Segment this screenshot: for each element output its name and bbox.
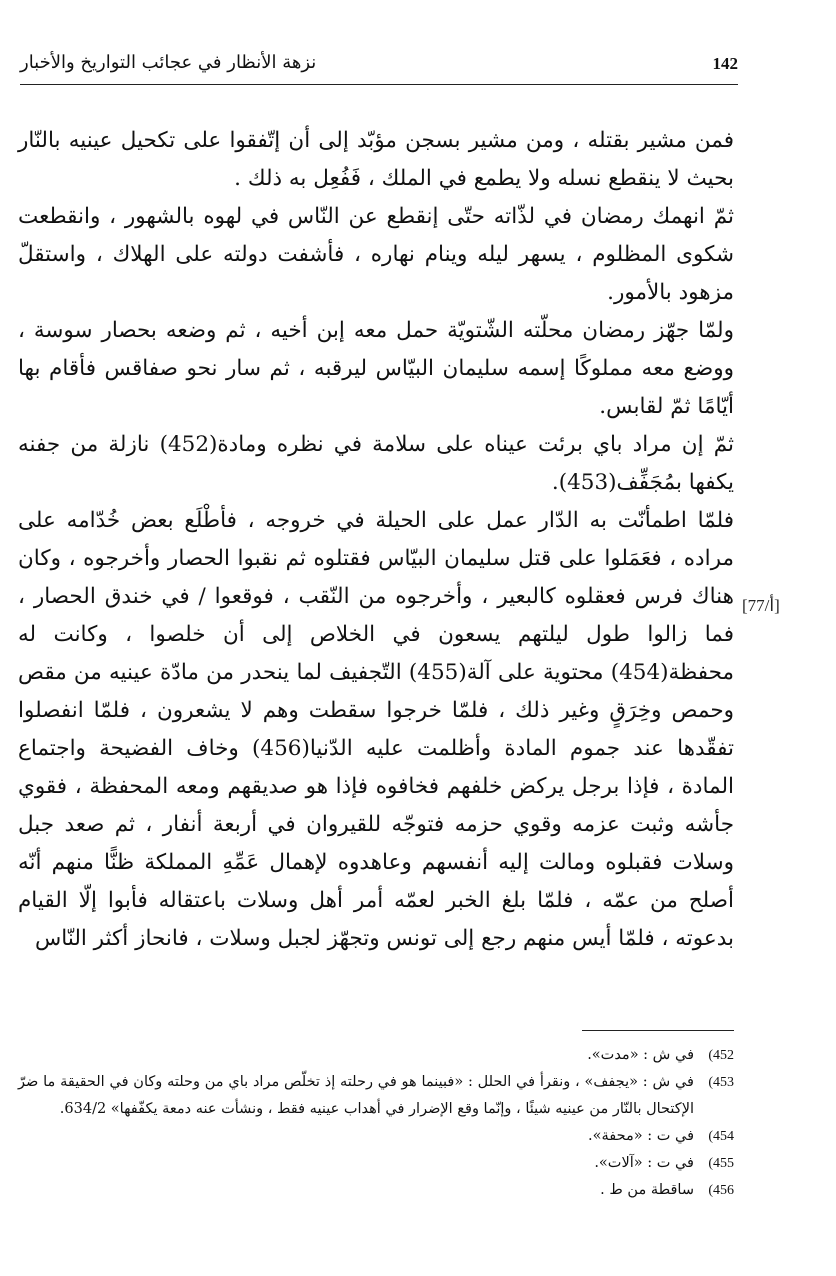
folio-margin-note: [77/أ] [742,596,780,615]
footnote [18,1177,734,1204]
footnote-divider [582,1030,734,1031]
page-number: 142 [712,54,738,73]
footnote-number: 452) [708,1048,734,1063]
footnote [18,1123,734,1150]
footnote-number: 454) [708,1129,734,1144]
main-text [18,122,734,958]
footnote-number: 456) [708,1183,734,1198]
footnote [18,1069,734,1123]
footnote-text: في ت : «محفة». [588,1128,694,1144]
page-header [20,50,738,85]
paragraph: فمن مشير بقتله ، ومن مشير بسجن مؤبّد إلى أن إتّفقوا على تكحيل عينيه بالنّار بحيث لا ينقطع نسله ولا يطمع في الملك ، فَفُعِل به ذلك . [18,128,734,191]
footnote-text: في ش : «مدت». [587,1047,694,1063]
paragraph: ثمّ إن مراد باي برئت عيناه على سلامة في نظره ومادة(452) نازلة من جفنه يكفها بمُجَفِّف(453). [18,432,735,495]
running-title: نزهة الأنظار في عجائب التواريخ والأخبار [20,52,317,73]
paragraph: ثمّ انهمك رمضان في لذّاته حتّى إنقطع عن النّاس في لهوه بالشهور ، وانقطعت شكوى المظلوم ، يسهر ليله وينام نهاره ، فأشفت دولته على الهلاك ، واستقلّ مزهود بالأمور. [18,204,734,305]
footnote-text: في ش : «يجفف» ، ونقرأ في الحلل : «فبينما هو في رحلته إذ تخلّص مراد باي من وحلته وكان في الحقيقة ما ضرّ الإكتحال بالنّار من عينيه شيئًا ، وإنّما وقع الإضرار في أهداب عينيه فقط ، ونشأت عنه دمعة يكفّفها» 634/2. [18,1074,694,1117]
footnote [18,1150,734,1177]
footnote-number: 455) [708,1156,734,1171]
paragraph: فلمّا اطمأنّت به الدّار عمل على الحيلة في خروجه ، فأطْلَع بعض خُدّامه على مراده ، فعَمَلوا على قتل سليمان البيّاس فقتلوه ثم نقبوا الحصار وأخرجوه ، وكان هناك فرس فعقلوه كالبعير ، وأخرجوه من النّقب ، فوقعوا / في خندق الحصار ، فما زالوا طول ليلتهم يسعون في الخلاص إلى أن خلصوا ، وكانت له محفظة(454) محتوية على آلة(455) التّجفيف لما ينحدر من مادّة عينيه من مقص وحمص وخِرَقٍ وغير ذلك ، فلمّا خرجوا سقطت وهم لا يشعرون ، فلمّا انفصلوا تفقّدها عند جموم المادة وأظلمت عليه الدّنيا(456) وخاف الفضيحة واجتماع المادة ، فإذا برجل يركض خلفهم فخافوه فإذا هو صديقهم ومعه المحفظة ، فقوي جأشه وثبت عزمه وقوي حزمه فتوجّه للقيروان في أربعة أنفار ، ثم صعد جبل وسلات فقبلوه ومالت إليه أنفسهم وعاهدوه لإهمال عَمِّهِ المملكة ظنًّا منهم أنّه أصلح من عمّه ، فلمّا بلغ الخبر لعمّه أمر أهل وسلات باعتقاله فأبوا إلّا القيام بدعوته ، فلمّا أيس منهم رجع إلى تونس وتجهّز لجبل وسلات ، فانحاز أكثر النّاس [18,508,734,951]
footnote-text: في ت : «آلات». [594,1155,694,1171]
footnote-number: 453) [708,1075,734,1090]
footnote-text: ساقطة من ط . [600,1182,694,1198]
footnote [18,1042,734,1069]
footnotes [18,1042,734,1204]
paragraph: ولمّا جهّز رمضان محلّته الشّتويّة حمل معه إبن أخيه ، ثم وضعه بحصار سوسة ، ووضع معه مملوكًا إسمه سليمان البيّاس ليرقبه ، ثم سار نحو صفاقس فأقام بها أيّامًا ثمّ لقابس. [18,318,734,419]
